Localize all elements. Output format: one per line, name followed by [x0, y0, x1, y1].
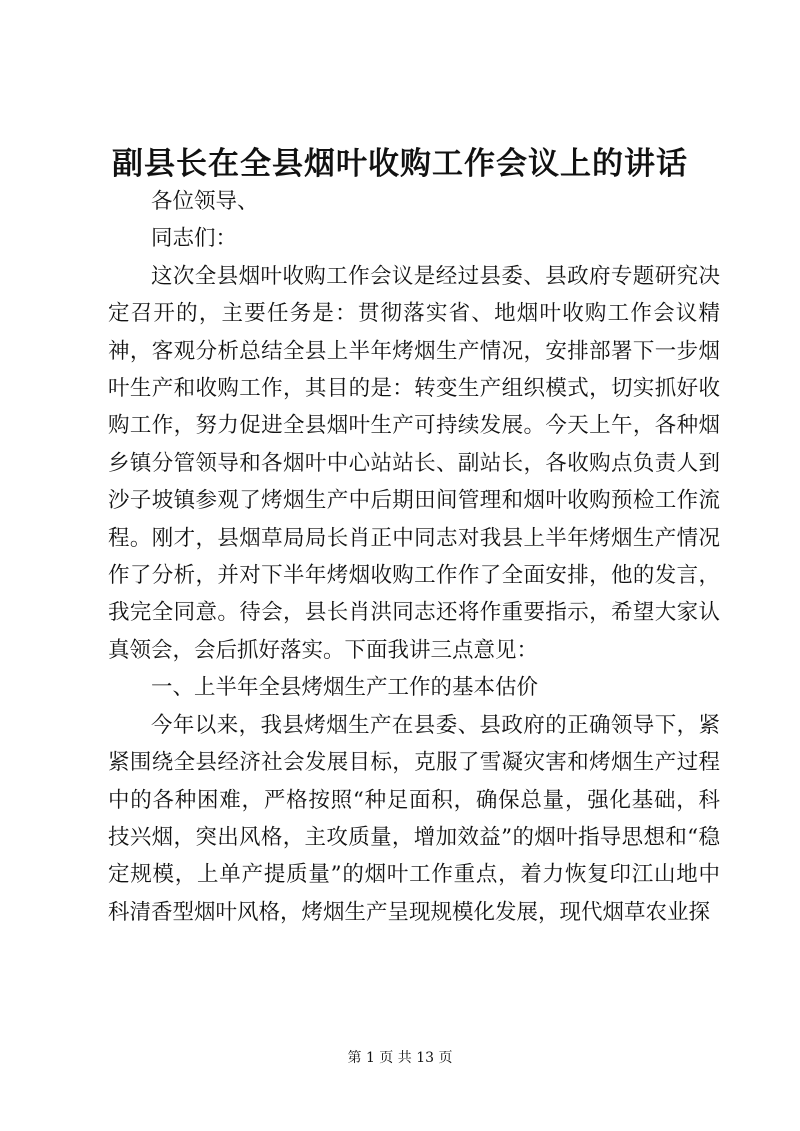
page-number-footer: 第 1 页 共 13 页: [347, 1050, 453, 1066]
body-paragraph: 今年以来，我县烤烟生产在县委、县政府的正确领导下，紧紧围绕全县经济社会发展目标，克服了雪凝灾害和烤烟生产过程中的各种困难，严格按照“种足面积，确保总量，强化基础，科技兴烟，突出风格，主攻质量，增加效益”的烟叶指导思想和“稳定规模，上单产提质量”的烟叶工作重点，着力恢复印江山地中科清香型烟叶风格，烤烟生产呈现规模化发展，现代烟草农业探: [108, 712, 720, 925]
section-heading: 一、上半年全县烤烟生产工作的基本估价: [151, 675, 539, 701]
document-body: [108, 183, 720, 931]
document-title: 副县长在全县烟叶收购工作会议上的讲话: [112, 146, 688, 182]
salutation-line-2: 同志们：: [151, 226, 238, 252]
body-paragraph: 这次全县烟叶收购工作会议是经过县委、县政府专题研究决定召开的，主要任务是：贯彻落实省、地烟叶收购工作会议精神，客观分析总结全县上半年烤烟生产情况，安排部署下一步烟叶生产和收购工作，其目的是：转变生产组织模式，切实抓好收购工作，努力促进全县烟叶生产可持续发展。今天上午，各种烟乡镇分管领导和各烟叶中心站站长、副站长，各收购点负责人到沙子坡镇参观了烤烟生产中后期田间管理和烟叶收购预检工作流程。刚才，县烟草局局长肖正中同志对我县上半年烤烟生产情况作了分析，并对下半年烤烟收购工作作了全面安排，他的发言，我完全同意。待会，县长肖洪同志还将作重要指示，希望大家认真领会，会后抓好落实。下面我讲三点意见：: [108, 263, 720, 663]
salutation-line-1: 各位领导、: [151, 189, 259, 214]
